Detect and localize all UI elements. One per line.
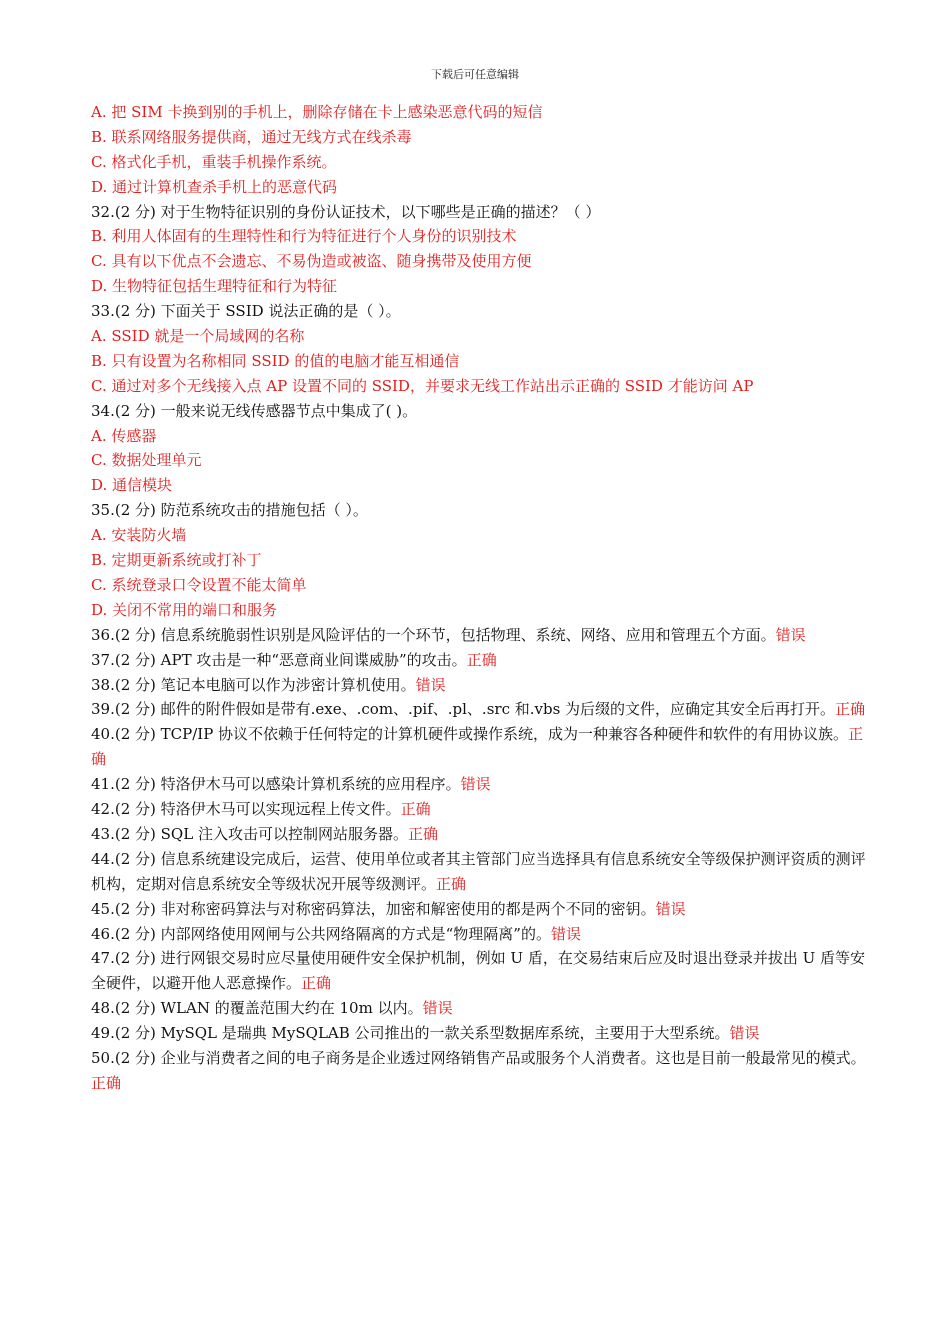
- answer-verdict: 正确: [407, 824, 438, 843]
- question-text: 47.(2 分) 进行网银交易时应尽量使用硬件安全保护机制，例如 U 盾，在交易结束后应及时退出登录并拔出 U 盾等安全硬件，以避开他人恶意操作。: [91, 949, 865, 993]
- answer-verdict: 正确: [91, 1074, 122, 1093]
- question-text: 48.(2 分) WLAN 的覆盖范围大约在 10m 以内。: [91, 999, 423, 1018]
- judgment-question: [91, 673, 876, 698]
- question-text: 44.(2 分) 信息系统建设完成后，运营、使用单位或者其主管部门应当选择具有信息系统安全等级保护测评资质的测评机构，定期对信息系统安全等级状况开展等级测评。: [91, 849, 866, 893]
- answer-verdict: 错误: [655, 899, 686, 918]
- answer-verdict: 正确: [835, 700, 866, 719]
- answer-verdict: 正确: [466, 650, 497, 669]
- answer-option: C. 系统登录口令设置不能太简单: [91, 575, 307, 594]
- judgment-question: [91, 1046, 876, 1096]
- question-text: 50.(2 分) 企业与消费者之间的电子商务是企业透过网络销售产品或服务个人消费者。这也是目前一般最常见的模式。: [91, 1049, 866, 1068]
- question-text: 34.(2 分) 一般来说无线传感器节点中集成了( )。: [91, 401, 418, 420]
- judgment-question: [91, 996, 876, 1021]
- page-header: 下载后可任意编辑: [431, 68, 519, 81]
- judgment-question: [91, 847, 876, 897]
- answer-option: B. 只有设置为名称相同 SSID 的值的电脑才能互相通信: [91, 351, 460, 370]
- answer-option: A. 安装防火墙: [91, 526, 187, 545]
- question-text: 37.(2 分) APT 攻击是一种“恶意商业间谍威胁”的攻击。: [91, 650, 467, 669]
- answer-option: A. SSID 就是一个局域网的名称: [91, 327, 305, 346]
- answer-option: C. 格式化手机，重装手机操作系统。: [91, 152, 337, 171]
- answer-option: D. 关闭不常用的端口和服务: [91, 600, 278, 619]
- question-text: 36.(2 分) 信息系统脆弱性识别是风险评估的一个环节，包括物理、系统、网络、应用和管理五个方面。: [91, 625, 776, 644]
- multiple-choice-block: [91, 100, 876, 623]
- answer-option: C. 具有以下优点不会遗忘、不易伪造或被盗、随身携带及使用方便: [91, 252, 532, 271]
- question-text: 41.(2 分) 特洛伊木马可以感染计算机系统的应用程序。: [91, 775, 461, 794]
- answer-verdict: 错误: [415, 675, 446, 694]
- question-text: 35.(2 分) 防范系统攻击的措施包括（ ）。: [91, 501, 368, 520]
- judgment-question: [91, 697, 876, 722]
- judgment-question: [91, 623, 876, 648]
- question-text: 40.(2 分) TCP/IP 协议不依赖于任何特定的计算机硬件或操作系统，成为一种兼容各种硬件和软件的有用协议族。: [91, 725, 849, 744]
- document-body: [91, 100, 876, 1096]
- question-text: 33.(2 分) 下面关于 SSID 说法正确的是（ ）。: [91, 302, 401, 321]
- answer-option: B. 定期更新系统或打补丁: [91, 551, 262, 570]
- answer-verdict: 正确: [400, 800, 431, 819]
- question-text: 49.(2 分) MySQL 是瑞典 MySQLAB 公司推出的一款关系型数据库系统，主要用于大型系统。: [91, 1024, 730, 1043]
- question-text: 38.(2 分) 笔记本电脑可以作为涉密计算机使用。: [91, 675, 416, 694]
- answer-option: D. 通过计算机查杀手机上的恶意代码: [91, 177, 338, 196]
- question-text: 46.(2 分) 内部网络使用网闸与公共网络隔离的方式是“物理隔离”的。: [91, 924, 551, 943]
- judgment-question: [91, 946, 876, 996]
- answer-option: A. 传感器: [91, 426, 157, 445]
- question-text: 39.(2 分) 邮件的附件假如是带有.exe、.com、.pif、.pl、.src 和.vbs 为后缀的文件，应确定其安全后再打开。: [91, 700, 836, 719]
- judgment-question: [91, 922, 876, 947]
- answer-option: C. 数据处理单元: [91, 451, 202, 470]
- judgment-question: [91, 1021, 876, 1046]
- answer-verdict: 错误: [460, 775, 491, 794]
- answer-verdict: 错误: [422, 999, 453, 1018]
- answer-verdict: 错误: [729, 1024, 760, 1043]
- answer-verdict: 正确: [301, 974, 332, 993]
- judgment-question: [91, 797, 876, 822]
- answer-option: A. 把 SIM 卡换到别的手机上，删除存储在卡上感染恶意代码的短信: [91, 103, 543, 121]
- answer-option: B. 联系网络服务提供商，通过无线方式在线杀毒: [91, 127, 412, 146]
- answer-option: D. 生物特征包括生理特征和行为特征: [91, 277, 338, 296]
- answer-verdict: 正确: [436, 874, 467, 893]
- answer-verdict: 正确: [91, 725, 864, 769]
- answer-verdict: 错误: [775, 625, 806, 644]
- question-text: 32.(2 分) 对于生物特征识别的身份认证技术，以下哪些是正确的描述？（ ）: [91, 202, 601, 221]
- answer-option: D. 通信模块: [91, 476, 173, 495]
- answer-verdict: 错误: [550, 924, 581, 943]
- question-text: 43.(2 分) SQL 注入攻击可以控制网站服务器。: [91, 824, 408, 843]
- judgment-question: [91, 648, 876, 673]
- judgment-question: [91, 897, 876, 922]
- true-false-block: [91, 623, 876, 1096]
- judgment-question: [91, 722, 876, 772]
- answer-option: B. 利用人体固有的生理特性和行为特征进行个人身份的识别技术: [91, 227, 517, 246]
- question-text: 45.(2 分) 非对称密码算法与对称密码算法，加密和解密使用的都是两个不同的密钥。: [91, 899, 656, 918]
- question-text: 42.(2 分) 特洛伊木马可以实现远程上传文件。: [91, 800, 401, 819]
- judgment-question: [91, 772, 876, 797]
- answer-option: C. 通过对多个无线接入点 AP 设置不同的 SSID，并要求无线工作站出示正确的 SSID 才能访问 AP: [91, 376, 754, 395]
- judgment-question: [91, 822, 876, 847]
